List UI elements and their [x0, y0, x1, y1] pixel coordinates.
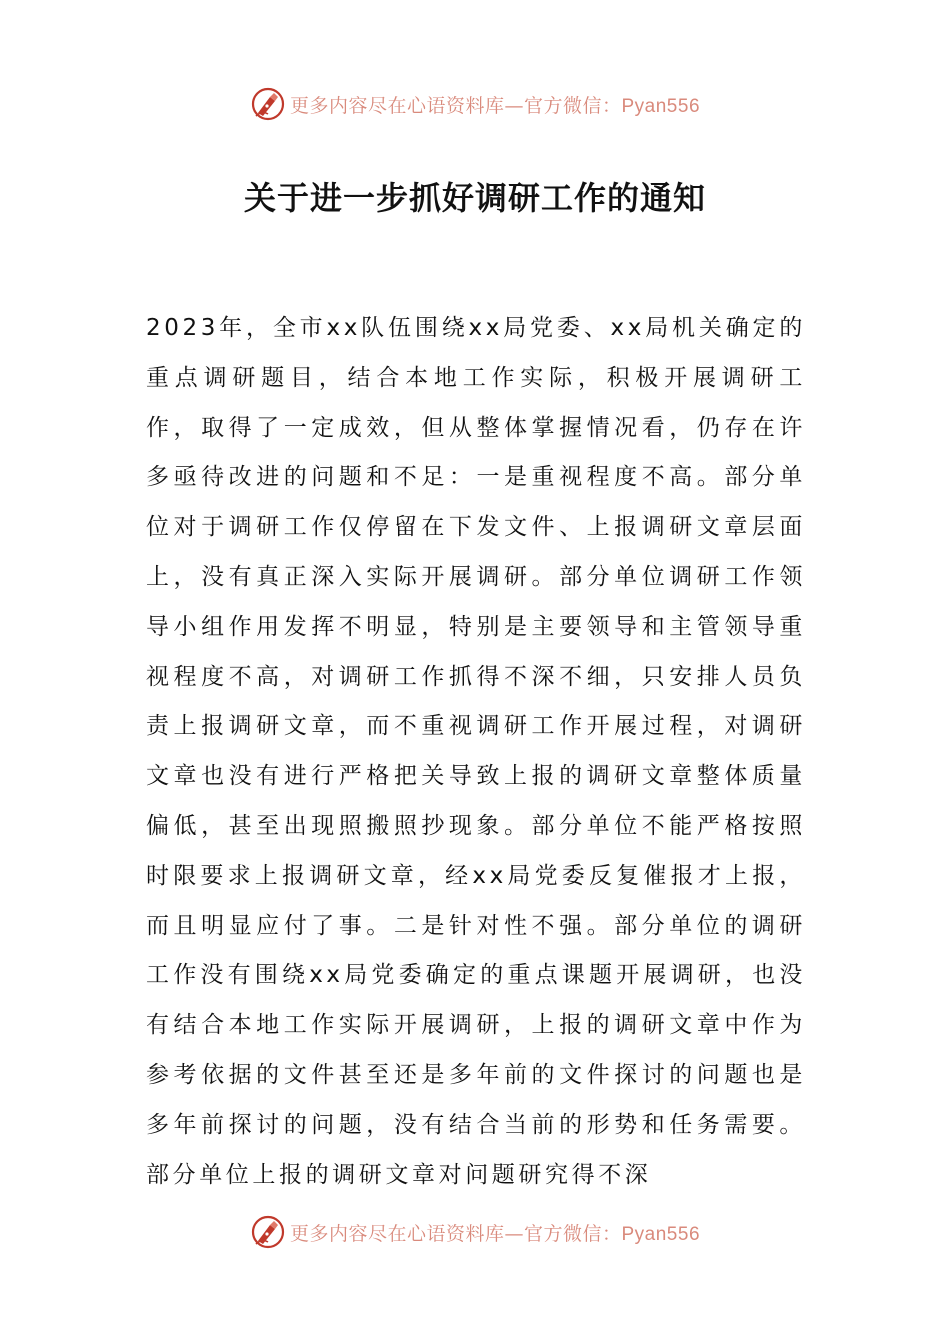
watermark-text: 更多内容尽在心语资料库—官方微信：Pyan556: [289, 1222, 701, 1245]
document-body: 2023年，全市xx队伍围绕xx局党委、xx局机关确定的重点调研题目，结合本地工作实际，积极开展调研工作，取得了一定成效，但从整体掌握情况看，仍存在许多亟待改进的问题和不足：一是重视程度不高。部分单位对于调研工作仅停留在下发文件、上报调研文章层面上，没有真正深入实际开展调研。部分单位调研工作领导小组作用发挥不明显，特别是主要领导和主管领导重视程度不高，对调研工作抓得不深不细，只安排人员负责上报调研文章，而不重视调研工作开展过程，对调研文章也没有进行严格把关导致上报的调研文章整体质量偏低，甚至出现照搬照抄现象。部分单位不能严格按照时限要求上报调研文章，经xx局党委反复催报才上报，而且明显应付了事。二是针对性不强。部分单位的调研工作没有围绕xx局党委确定的重点课题开展调研，也没有结合本地工作实际开展调研，上报的调研文章中作为参考依据的文件甚至还是多年前的文件探讨的问题也是多年前探讨的问题，没有结合当前的形势和任务需要。部分单位上报的调研文章对问题研究得不深: [146, 315, 806, 1188]
watermark-text: 更多内容尽在心语资料库—官方微信：Pyan556: [289, 94, 701, 117]
pen-nib-logo-icon: [250, 86, 286, 122]
pen-nib-logo-icon: [250, 1214, 286, 1250]
wechat-id: Pyan556: [621, 95, 701, 117]
footer-watermark: [0, 1212, 950, 1252]
header-watermark: [0, 84, 950, 124]
wechat-id: Pyan556: [621, 1223, 701, 1245]
document-title: 关于进一步抓好调研工作的通知: [243, 179, 706, 217]
